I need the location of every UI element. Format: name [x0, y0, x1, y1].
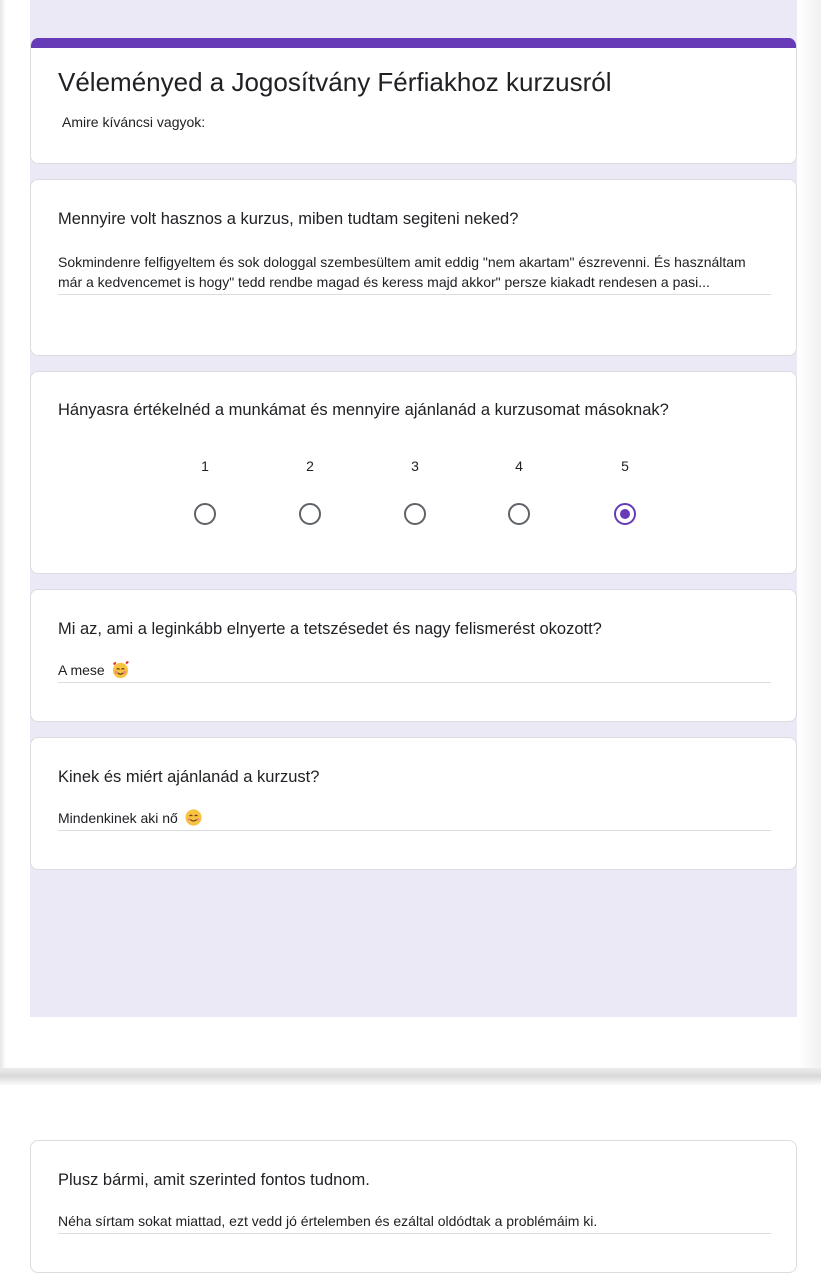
answer-text	[58, 808, 771, 831]
question-card	[30, 737, 797, 870]
scale-label: 4	[515, 458, 523, 474]
form-title: Véleményed a Jogosítvány Férfiakhoz kurzusról	[58, 67, 612, 97]
form-header-card	[30, 38, 797, 164]
question-card	[30, 371, 797, 574]
radio-option-4[interactable]	[508, 503, 530, 525]
question-title: Mi az, ami a leginkább elnyerte a tetszésedet és nagy felismerést okozott?	[58, 620, 602, 638]
question-card	[30, 1140, 797, 1273]
page-separator	[0, 1068, 821, 1086]
page-edge-shadow	[0, 0, 6, 1070]
page-edge-shadow	[797, 0, 821, 1070]
radio-option-3[interactable]	[404, 503, 426, 525]
question-title: Kinek és miért ajánlanád a kurzust?	[58, 768, 320, 786]
question-title: Hányasra értékelnéd a munkámat és mennyire ajánlanád a kurzusomat másoknak?	[58, 401, 669, 419]
form-description: Amire kíváncsi vagyok:	[62, 114, 206, 130]
question-card	[30, 589, 797, 722]
scale-label: 2	[306, 458, 314, 474]
header-accent-bar	[31, 38, 796, 48]
answer-text: Néha sírtam sokat miattad, ezt vedd jó értelemben és ezáltal oldódtak a problémáim ki.	[58, 1211, 771, 1234]
question-title: Plusz bármi, amit szerinted fontos tudnom.	[58, 1171, 370, 1189]
smiling-face-icon	[184, 808, 203, 827]
answer-text: Sokmindenre felfigyeltem és sok dologgal szembesültem amit eddig "nem akartam" észrevenni. És használtam már a kedvencemet is hogy" tedd rendbe magad és keress majd akkor" persze kiakadt rendesen a pasi...	[58, 252, 771, 295]
radio-option-2[interactable]	[299, 503, 321, 525]
scale-label: 5	[621, 458, 629, 474]
question-card	[30, 179, 797, 356]
question-title: Mennyire volt hasznos a kurzus, miben tudtam segiteni neked?	[58, 210, 519, 228]
smiling-face-with-hearts-icon	[111, 660, 130, 679]
scale-label: 1	[201, 458, 209, 474]
answer-text	[58, 660, 771, 683]
radio-option-1[interactable]	[194, 503, 216, 525]
answer-value: Mindenkinek aki nő	[58, 810, 178, 826]
scale-label: 3	[411, 458, 419, 474]
answer-value: A mese	[58, 662, 105, 678]
radio-option-5[interactable]	[614, 503, 636, 525]
